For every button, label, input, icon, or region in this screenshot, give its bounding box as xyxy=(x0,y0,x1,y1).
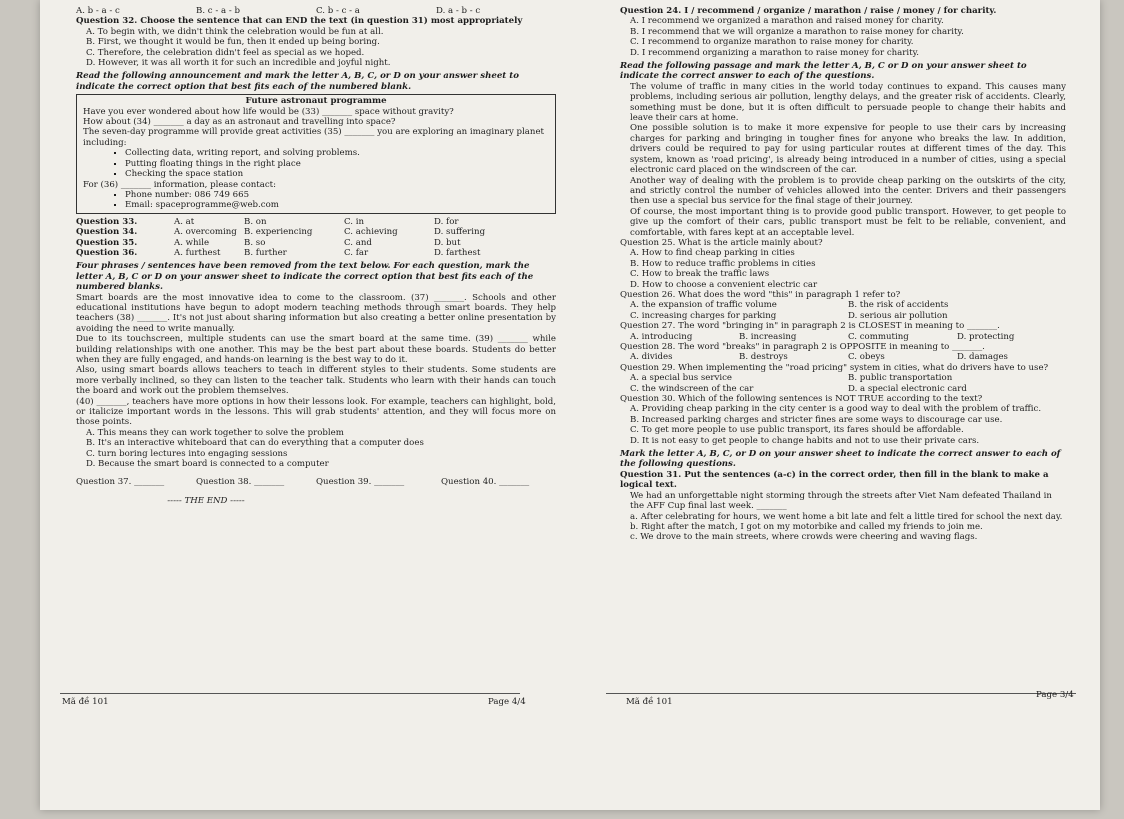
option: A. at xyxy=(174,216,195,227)
passage-paragraph: The volume of traffic in many cities in the world today continues to expand. This causes many problems, including serious air pollution, lengthy delays, and the greater risk of accidents. Clearly, something must be done, but it is often difficult to persuade people to change their habits and leave their cars at home. xyxy=(630,81,1066,124)
option: D. suffering xyxy=(434,227,486,238)
question-number: Question 33. xyxy=(76,216,138,227)
option: D. It is not easy to get people to change habits and not to use their private cars. xyxy=(630,435,980,446)
question-row xyxy=(76,227,556,237)
list-item: ▪ Email: spaceprogramme@web.com xyxy=(125,200,549,210)
announcement-title: Future astronaut programme xyxy=(245,96,387,107)
q24-stem: Question 24. I / recommend / organize / marathon / raise / money / for charity. xyxy=(620,6,997,16)
option: A. How to find cheap parking in cities xyxy=(630,248,795,259)
the-end: ----- THE END ----- xyxy=(167,495,245,506)
option: C. and xyxy=(344,237,372,248)
q27-stem: Question 27. The word "bringing in" in paragraph 2 is CLOSEST in meaning to _______. xyxy=(620,321,1000,332)
instruction: Read the following passage and mark the letter A, B, C or D on your answer sheet to indicate the correct answer to each of the questions. xyxy=(620,61,1027,82)
option: A. the expansion of traffic volume xyxy=(630,300,777,311)
option: B. further xyxy=(244,247,287,258)
option: A. Providing cheap parking in the city center is a good way to deal with the problem of traffic. xyxy=(630,404,1042,415)
option: B. It's an interactive whiteboard that can do everything that a computer does xyxy=(86,438,424,449)
notice-line: Have you ever wondered about how life would be (33) _______ space without gravity? xyxy=(83,106,454,117)
q28-stem: Question 28. The word "breaks" in paragraph 2 is OPPOSITE in meaning to _______. xyxy=(620,342,985,352)
option: B. How to reduce traffic problems in cities xyxy=(630,258,816,269)
option: B. experiencing xyxy=(244,227,313,238)
option: B. increasing xyxy=(739,331,797,342)
option: B. the risk of accidents xyxy=(848,300,949,311)
option: C. Therefore, the celebration didn't feel as special as we hoped. xyxy=(86,47,365,58)
option: C. b - c - a xyxy=(316,6,360,16)
option: C. the windscreen of the car xyxy=(630,383,754,394)
q25-stem: Question 25. What is the article mainly about? xyxy=(620,237,823,248)
footer-page-left: Page 4/4 xyxy=(488,697,526,707)
notice-line: For (36) _______ information, please contact: xyxy=(83,179,277,190)
list-item: b. Right after the match, I got on my motorbike and called my friends to join me. xyxy=(630,521,983,532)
q30-stem: Question 30. Which of the following sentences is NOT TRUE according to the text? xyxy=(620,394,983,405)
option: A. overcoming xyxy=(174,227,237,238)
option: D. but xyxy=(434,237,461,248)
option: D. However, it was all worth it for such an incredible and joyful night. xyxy=(86,58,391,69)
option: C. To get more people to use public transport, its fares should be affordable. xyxy=(630,425,964,436)
passage-paragraph: (40) _______, teachers have more options in how their lessons look. For example, teachers can highlight, bold, or italicize important words in the lessons. This will grab students' attention, and they will focus more on those points. xyxy=(76,396,556,428)
question-row xyxy=(76,238,556,248)
footer-divider xyxy=(606,693,1076,694)
option: A. This means they can work together to solve the problem xyxy=(86,427,344,438)
passage-paragraph: Due to its touchscreen, multiple students can use the smart board at the same time. (39) _______ while building relationships with one another. This may be the best part about these boards. Students do better when they are fully engaged, and hands-on learning is the best way to do it. xyxy=(76,334,556,365)
option: B. First, we thought it would be fun, then it ended up being boring. xyxy=(86,37,380,48)
option: D. Because the smart board is connected to a computer xyxy=(86,459,329,470)
footer-code-left: Mã đề 101 xyxy=(62,697,109,707)
q29-options xyxy=(620,373,1066,394)
answer-blanks xyxy=(76,477,556,487)
right-page xyxy=(620,6,1066,543)
option: D. farthest xyxy=(434,247,481,258)
option: D. for xyxy=(434,216,459,227)
option: B. destroys xyxy=(739,352,788,363)
activity-list xyxy=(83,148,549,179)
notice-line: How about (34) _______ a day as an astronaut and travelling into space? xyxy=(83,117,396,128)
question-row xyxy=(76,248,556,258)
option: B. I recommend that we will organize a marathon to raise money for charity. xyxy=(630,26,964,37)
q28-options xyxy=(620,352,1066,362)
question-number: Question 34. xyxy=(76,227,138,238)
option: C. in xyxy=(344,216,365,227)
question-number: Question 36. xyxy=(76,247,138,258)
left-page xyxy=(76,6,556,506)
option: D. protecting xyxy=(957,331,1015,342)
option: A. a special bus service xyxy=(630,373,732,384)
option: A. I recommend we organized a marathon and raised money for charity. xyxy=(630,16,944,27)
option: C. increasing charges for parking xyxy=(630,310,777,321)
list-item: ▪ Putting floating things in the right place xyxy=(125,159,549,169)
option: C. achieving xyxy=(344,227,398,238)
passage-paragraph: Another way of dealing with the problem is to provide cheap parking on the outskirts of the city, and strictly control the number of vehicles allowed into the center. Drivers and their passengers then use a special bus service for the final stage of their journey. xyxy=(630,175,1066,207)
option: D. I recommend organizing a marathon to raise money for charity. xyxy=(630,47,920,58)
answer-blank: Question 38. _______ xyxy=(196,477,285,488)
question-number: Question 35. xyxy=(76,237,138,248)
footer-page-right: Page 3/4 xyxy=(1036,690,1074,700)
answer-blank: Question 39. _______ xyxy=(316,477,405,488)
q26-stem: Question 26. What does the word "this" in paragraph 1 refer to? xyxy=(620,289,901,300)
instruction: Four phrases / sentences have been removed from the text below. For each question, mark the letter A, B, C or D on your answer sheet to indicate the correct option that best fits each of the numbered blanks. xyxy=(76,261,534,293)
option: A. introducing xyxy=(630,331,693,342)
list-item: ▪ Checking the space station xyxy=(125,169,549,179)
q31-options xyxy=(76,6,556,16)
option: B. c - a - b xyxy=(196,6,240,16)
passage-paragraph: Smart boards are the most innovative idea to come to the classroom. (37) _______. Schools and other educational institutions have begun to adopt modern teaching methods through smart boards. They help teachers (38) _______. It's not just about sharing information but also creating a better online presentation by avoiding the need to write manually. xyxy=(76,292,556,334)
q31-intro: We had an unforgettable night storming through the streets after Viet Nam defeated Thailand in the AFF Cup final last week. _______ xyxy=(630,490,1052,512)
contact-list xyxy=(83,190,549,211)
passage-paragraph: Of course, the most important thing is to provide good public transport. However, to get people to give up the comfort of their cars, public transport must be felt to be reliable, convenient, and comfortable, with fares kept at an acceptable level. xyxy=(630,206,1066,238)
footer-code-right: Mã đề 101 xyxy=(626,697,673,707)
instruction: Mark the letter A, B, C, or D on your answer sheet to indicate the correct answer to each of the following questions. xyxy=(620,449,1061,470)
instruction: Read the following announcement and mark the letter A, B, C, or D on your answer sheet to indicate the correct option that best fits each of the numbered blank. xyxy=(76,71,519,92)
list-item: ▪ Collecting data, writing report, and solving problems. xyxy=(125,148,549,158)
option: A. b - a - c xyxy=(76,6,120,16)
option: D. a - b - c xyxy=(436,6,481,16)
option: B. public transportation xyxy=(848,373,953,384)
option: D. a special electronic card xyxy=(848,383,967,394)
q31-stem: Question 31. Put the sentences (a-c) in the correct order, then fill in the blank to make a logical text. xyxy=(620,469,1049,491)
list-item: ▪ Phone number: 086 749 665 xyxy=(125,190,549,200)
q32-stem: Question 32. Choose the sentence that can END the text (in question 31) most appropriately xyxy=(76,16,523,27)
option: B. so xyxy=(244,237,266,248)
exam-sheet xyxy=(40,0,1100,810)
option: C. I recommend to organize marathon to raise money for charity. xyxy=(630,37,914,48)
option: D. damages xyxy=(957,352,1008,363)
option: C. commuting xyxy=(848,331,909,342)
passage-paragraph: Also, using smart boards allows teachers to teach in different styles to their students. Some students are more verbally inclined, so they can listen to the teacher talk. Students who learn with their hands can touch the board and work out the problem themselves. xyxy=(76,365,556,397)
notice-line: The seven-day programme will provide great activities (35) _______ you are exploring an imaginary planet including: xyxy=(83,127,544,148)
option: D. How to choose a convenient electric car xyxy=(630,279,818,290)
option: A. while xyxy=(174,237,210,248)
footer-divider xyxy=(60,693,520,694)
q27-options xyxy=(620,332,1066,342)
passage-paragraph: One possible solution is to make it more expensive for people to use their cars by increasing charges for parking and bringing in tougher fines for anyone who breaks the law. In addition, drivers could be required to pay for using particular routes at different times of the day. This system, known as 'road pricing', is already being introduced in a number of cities, using a special electronic card placed on the windscreen of the car. xyxy=(630,123,1066,176)
option: A. furthest xyxy=(174,247,221,258)
option: C. obeys xyxy=(848,352,885,363)
answer-blank: Question 37. _______ xyxy=(76,477,165,488)
announcement-box xyxy=(76,94,556,213)
list-item: a. After celebrating for hours, we went home a bit late and felt a little tired for school the next day. xyxy=(630,511,1063,522)
option: C. turn boring lectures into engaging sessions xyxy=(86,448,288,459)
q26-options xyxy=(620,300,1066,321)
q29-stem: Question 29. When implementing the "road pricing" system in cities, what do drivers have to use? xyxy=(620,362,1049,373)
option: C. far xyxy=(344,247,369,258)
answer-blank: Question 40. _______ xyxy=(441,477,530,488)
question-row xyxy=(76,217,556,227)
list-item: c. We drove to the main streets, where crowds were cheering and waving flags. xyxy=(630,532,978,543)
option: B. Increased parking charges and stricter fines are some ways to discourage car use. xyxy=(630,414,1003,425)
option: A. divides xyxy=(630,352,673,363)
option: C. How to break the traffic laws xyxy=(630,269,770,280)
option: A. To begin with, we didn't think the celebration would be fun at all. xyxy=(86,26,384,37)
option: B. on xyxy=(244,216,267,227)
option: D. serious air pollution xyxy=(848,310,948,321)
